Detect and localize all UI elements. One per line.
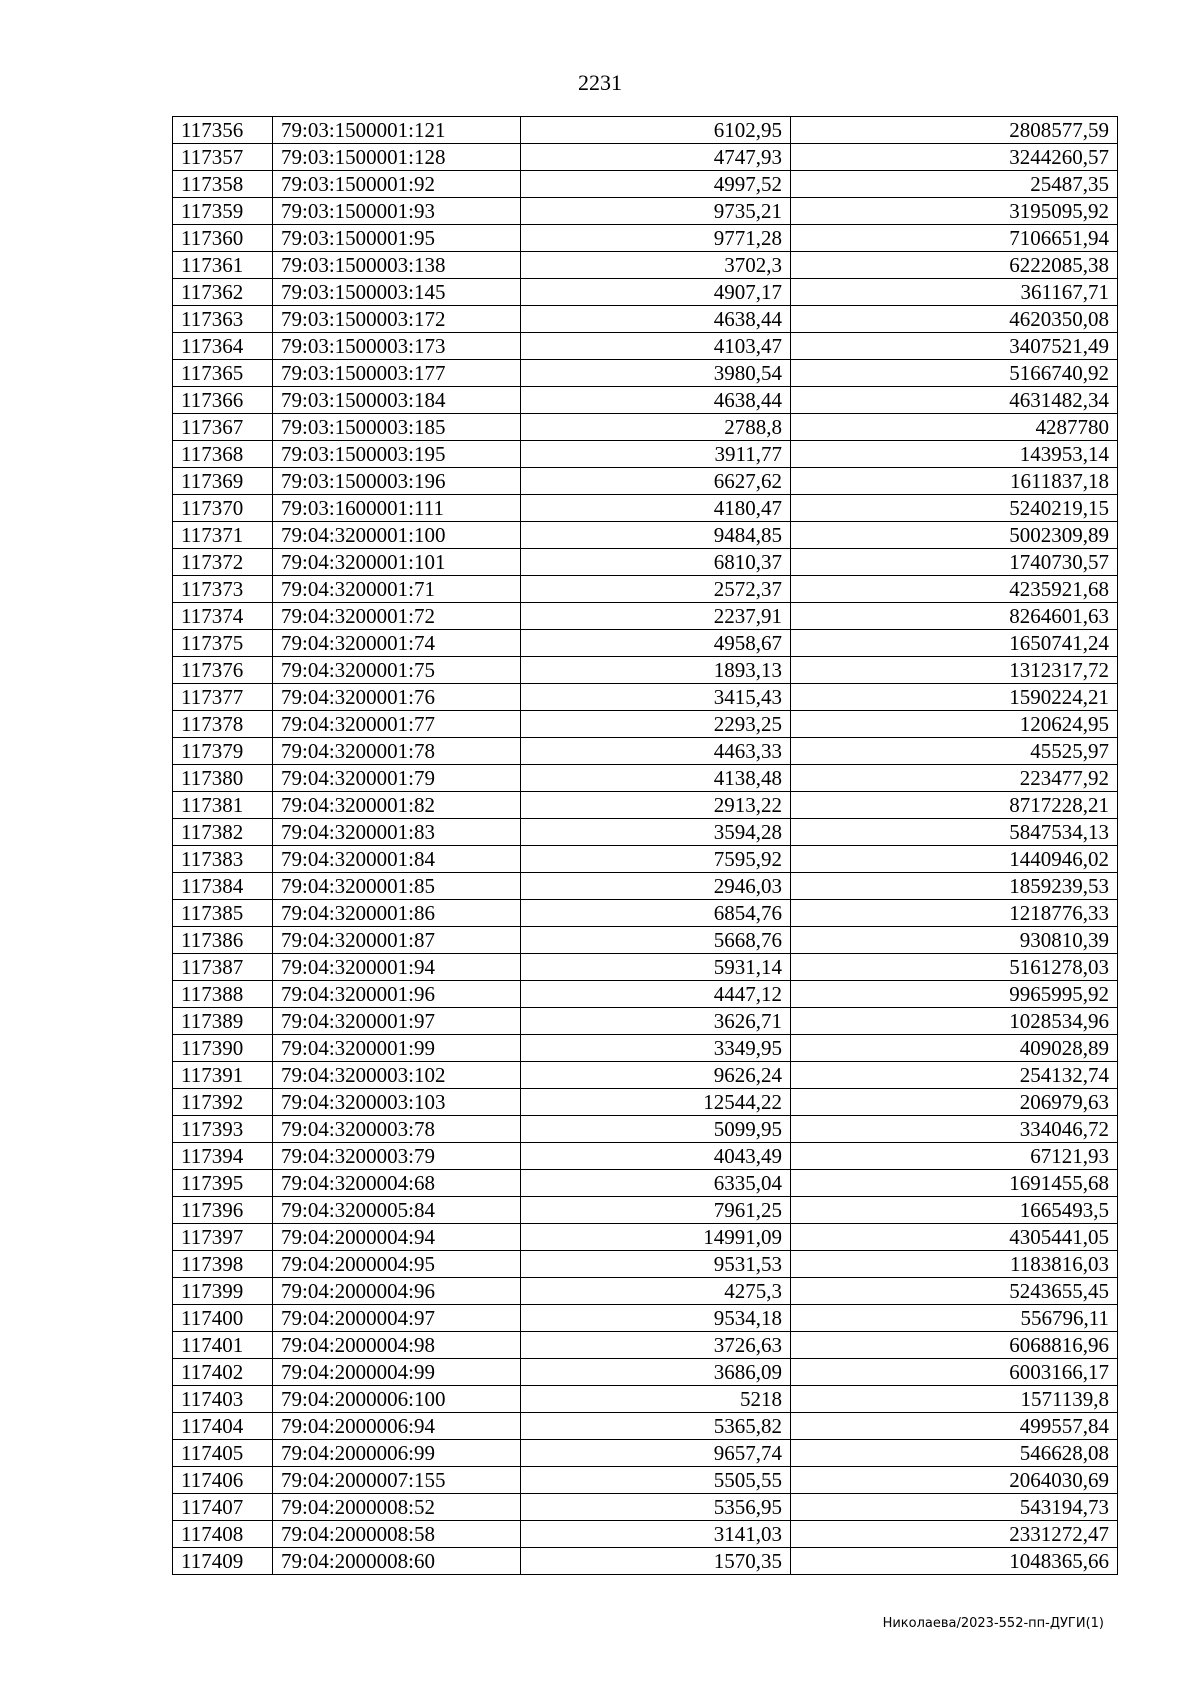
table-row [173, 1251, 1118, 1278]
table-row [173, 1467, 1118, 1494]
cadastral-value-cell: 1218776,33 [791, 900, 1118, 927]
table-row [173, 252, 1118, 279]
table-row [173, 927, 1118, 954]
area-cell: 2788,8 [521, 414, 791, 441]
area-cell: 3911,77 [521, 441, 791, 468]
area-cell: 4958,67 [521, 630, 791, 657]
row-number-cell: 117377 [173, 684, 273, 711]
area-cell: 5218 [521, 1386, 791, 1413]
row-number-cell: 117402 [173, 1359, 273, 1386]
row-number-cell: 117407 [173, 1494, 273, 1521]
cadastral-value-cell: 1665493,5 [791, 1197, 1118, 1224]
cadastral-value-cell: 3195095,92 [791, 198, 1118, 225]
cadastral-number-cell: 79:04:2000004:96 [273, 1278, 521, 1305]
cadastral-value-cell: 6003166,17 [791, 1359, 1118, 1386]
row-number-cell: 117375 [173, 630, 273, 657]
row-number-cell: 117382 [173, 819, 273, 846]
area-cell: 2572,37 [521, 576, 791, 603]
row-number-cell: 117361 [173, 252, 273, 279]
area-cell: 4907,17 [521, 279, 791, 306]
cadastral-number-cell: 79:03:1600001:111 [273, 495, 521, 522]
cadastral-number-cell: 79:03:1500003:145 [273, 279, 521, 306]
cadastral-number-cell: 79:04:2000004:95 [273, 1251, 521, 1278]
cadastral-number-cell: 79:04:3200001:75 [273, 657, 521, 684]
table-row [173, 1143, 1118, 1170]
area-cell: 3702,3 [521, 252, 791, 279]
row-number-cell: 117376 [173, 657, 273, 684]
area-cell: 5365,82 [521, 1413, 791, 1440]
row-number-cell: 117404 [173, 1413, 273, 1440]
row-number-cell: 117380 [173, 765, 273, 792]
row-number-cell: 117392 [173, 1089, 273, 1116]
table-row [173, 279, 1118, 306]
table-row [173, 657, 1118, 684]
cadastral-number-cell: 79:03:1500003:172 [273, 306, 521, 333]
area-cell: 6810,37 [521, 549, 791, 576]
cadastral-value-cell: 5002309,89 [791, 522, 1118, 549]
cadastral-value-cell: 9965995,92 [791, 981, 1118, 1008]
cadastral-number-cell: 79:04:3200004:68 [273, 1170, 521, 1197]
row-number-cell: 117384 [173, 873, 273, 900]
cadastral-number-cell: 79:03:1500003:173 [273, 333, 521, 360]
cadastral-number-cell: 79:04:3200001:85 [273, 873, 521, 900]
table-row [173, 630, 1118, 657]
cadastral-value-cell: 5166740,92 [791, 360, 1118, 387]
area-cell: 12544,22 [521, 1089, 791, 1116]
area-cell: 2293,25 [521, 711, 791, 738]
row-number-cell: 117371 [173, 522, 273, 549]
cadastral-number-cell: 79:03:1500001:128 [273, 144, 521, 171]
cadastral-value-cell: 1590224,21 [791, 684, 1118, 711]
area-cell: 4043,49 [521, 1143, 791, 1170]
area-cell: 14991,09 [521, 1224, 791, 1251]
table-row [173, 387, 1118, 414]
table-row [173, 900, 1118, 927]
cadastral-value-cell: 1028534,96 [791, 1008, 1118, 1035]
row-number-cell: 117406 [173, 1467, 273, 1494]
cadastral-number-cell: 79:03:1500001:95 [273, 225, 521, 252]
cadastral-number-cell: 79:03:1500001:93 [273, 198, 521, 225]
cadastral-value-cell: 4287780 [791, 414, 1118, 441]
table-row [173, 1413, 1118, 1440]
cadastral-number-cell: 79:04:2000006:94 [273, 1413, 521, 1440]
row-number-cell: 117390 [173, 1035, 273, 1062]
cadastral-number-cell: 79:04:2000006:100 [273, 1386, 521, 1413]
cadastral-value-cell: 8264601,63 [791, 603, 1118, 630]
table-row [173, 1170, 1118, 1197]
row-number-cell: 117372 [173, 549, 273, 576]
row-number-cell: 117409 [173, 1548, 273, 1575]
row-number-cell: 117388 [173, 981, 273, 1008]
area-cell: 4138,48 [521, 765, 791, 792]
cadastral-value-cell: 5847534,13 [791, 819, 1118, 846]
cadastral-value-cell: 361167,71 [791, 279, 1118, 306]
row-number-cell: 117395 [173, 1170, 273, 1197]
area-cell: 9626,24 [521, 1062, 791, 1089]
table-row [173, 1494, 1118, 1521]
cadastral-value-cell: 3244260,57 [791, 144, 1118, 171]
area-cell: 6335,04 [521, 1170, 791, 1197]
cadastral-number-cell: 79:04:2000007:155 [273, 1467, 521, 1494]
cadastral-value-cell: 206979,63 [791, 1089, 1118, 1116]
cadastral-number-cell: 79:03:1500003:177 [273, 360, 521, 387]
cadastral-number-cell: 79:04:3200001:86 [273, 900, 521, 927]
cadastral-number-cell: 79:03:1500001:121 [273, 117, 521, 144]
cadastral-number-cell: 79:03:1500003:138 [273, 252, 521, 279]
cadastral-value-cell: 25487,35 [791, 171, 1118, 198]
table-row [173, 144, 1118, 171]
cadastral-value-cell: 1183816,03 [791, 1251, 1118, 1278]
cadastral-value-cell: 2331272,47 [791, 1521, 1118, 1548]
cadastral-number-cell: 79:04:3200001:74 [273, 630, 521, 657]
cadastral-value-cell: 2064030,69 [791, 1467, 1118, 1494]
cadastral-value-cell: 499557,84 [791, 1413, 1118, 1440]
row-number-cell: 117369 [173, 468, 273, 495]
row-number-cell: 117398 [173, 1251, 273, 1278]
area-cell: 3626,71 [521, 1008, 791, 1035]
cadastral-number-cell: 79:03:1500003:196 [273, 468, 521, 495]
area-cell: 6854,76 [521, 900, 791, 927]
area-cell: 3594,28 [521, 819, 791, 846]
table-row [173, 846, 1118, 873]
table-row [173, 1359, 1118, 1386]
cadastral-number-cell: 79:04:3200001:99 [273, 1035, 521, 1062]
area-cell: 9531,53 [521, 1251, 791, 1278]
area-cell: 9771,28 [521, 225, 791, 252]
cadastral-number-cell: 79:03:1500001:92 [273, 171, 521, 198]
area-cell: 4747,93 [521, 144, 791, 171]
cadastral-number-cell: 79:04:3200001:78 [273, 738, 521, 765]
table-row [173, 549, 1118, 576]
table-row [173, 792, 1118, 819]
table-row [173, 1332, 1118, 1359]
cadastral-number-cell: 79:04:3200001:76 [273, 684, 521, 711]
cadastral-value-cell: 4631482,34 [791, 387, 1118, 414]
row-number-cell: 117386 [173, 927, 273, 954]
table-row [173, 360, 1118, 387]
cadastral-number-cell: 79:04:2000004:97 [273, 1305, 521, 1332]
table-row [173, 333, 1118, 360]
area-cell: 3415,43 [521, 684, 791, 711]
area-cell: 4275,3 [521, 1278, 791, 1305]
table-row [173, 738, 1118, 765]
area-cell: 5356,95 [521, 1494, 791, 1521]
cadastral-value-cell: 7106651,94 [791, 225, 1118, 252]
cadastral-value-cell: 45525,97 [791, 738, 1118, 765]
table-row [173, 1197, 1118, 1224]
area-cell: 5099,95 [521, 1116, 791, 1143]
area-cell: 3349,95 [521, 1035, 791, 1062]
row-number-cell: 117393 [173, 1116, 273, 1143]
row-number-cell: 117367 [173, 414, 273, 441]
cadastral-number-cell: 79:03:1500003:184 [273, 387, 521, 414]
area-cell: 2237,91 [521, 603, 791, 630]
cadastral-number-cell: 79:04:2000008:60 [273, 1548, 521, 1575]
table-row [173, 1224, 1118, 1251]
cadastral-value-cell: 5161278,03 [791, 954, 1118, 981]
cadastral-number-cell: 79:04:2000008:52 [273, 1494, 521, 1521]
table-row [173, 1089, 1118, 1116]
cadastral-value-cell: 1611837,18 [791, 468, 1118, 495]
area-cell: 4463,33 [521, 738, 791, 765]
cadastral-value-cell: 1312317,72 [791, 657, 1118, 684]
row-number-cell: 117400 [173, 1305, 273, 1332]
cadastral-value-cell: 930810,39 [791, 927, 1118, 954]
cadastral-value-cell: 6222085,38 [791, 252, 1118, 279]
cadastral-value-cell: 4620350,08 [791, 306, 1118, 333]
table-row [173, 1440, 1118, 1467]
row-number-cell: 117374 [173, 603, 273, 630]
table-row [173, 171, 1118, 198]
row-number-cell: 117396 [173, 1197, 273, 1224]
area-cell: 6102,95 [521, 117, 791, 144]
row-number-cell: 117394 [173, 1143, 273, 1170]
cadastral-number-cell: 79:04:2000006:99 [273, 1440, 521, 1467]
cadastral-value-cell: 1048365,66 [791, 1548, 1118, 1575]
table-row [173, 522, 1118, 549]
table-row [173, 684, 1118, 711]
table-body [173, 117, 1118, 1575]
table-row [173, 765, 1118, 792]
cadastral-number-cell: 79:04:3200001:82 [273, 792, 521, 819]
area-cell: 5668,76 [521, 927, 791, 954]
cadastral-number-cell: 79:04:3200001:72 [273, 603, 521, 630]
cadastral-value-cell: 5243655,45 [791, 1278, 1118, 1305]
table-row [173, 1548, 1118, 1575]
cadastral-number-cell: 79:04:3200001:87 [273, 927, 521, 954]
table-row [173, 1008, 1118, 1035]
row-number-cell: 117381 [173, 792, 273, 819]
cadastral-value-cell: 8717228,21 [791, 792, 1118, 819]
table-row [173, 954, 1118, 981]
row-number-cell: 117383 [173, 846, 273, 873]
cadastral-number-cell: 79:04:3200001:84 [273, 846, 521, 873]
cadastral-value-cell: 4235921,68 [791, 576, 1118, 603]
cadastral-value-cell: 143953,14 [791, 441, 1118, 468]
cadastral-number-cell: 79:04:3200003:103 [273, 1089, 521, 1116]
row-number-cell: 117368 [173, 441, 273, 468]
row-number-cell: 117370 [173, 495, 273, 522]
row-number-cell: 117408 [173, 1521, 273, 1548]
cadastral-number-cell: 79:04:3200001:94 [273, 954, 521, 981]
area-cell: 1570,35 [521, 1548, 791, 1575]
cadastral-value-cell: 1650741,24 [791, 630, 1118, 657]
cadastral-number-cell: 79:04:2000004:94 [273, 1224, 521, 1251]
cadastral-value-cell: 223477,92 [791, 765, 1118, 792]
row-number-cell: 117387 [173, 954, 273, 981]
cadastral-value-cell: 6068816,96 [791, 1332, 1118, 1359]
table-row [173, 1521, 1118, 1548]
cadastral-number-cell: 79:04:3200001:100 [273, 522, 521, 549]
cadastral-number-cell: 79:04:3200001:77 [273, 711, 521, 738]
row-number-cell: 117359 [173, 198, 273, 225]
cadastral-value-table [172, 116, 1118, 1575]
cadastral-value-cell: 409028,89 [791, 1035, 1118, 1062]
row-number-cell: 117358 [173, 171, 273, 198]
row-number-cell: 117399 [173, 1278, 273, 1305]
area-cell: 3686,09 [521, 1359, 791, 1386]
page-number: 2231 [578, 70, 622, 95]
table-row [173, 711, 1118, 738]
cadastral-number-cell: 79:04:3200001:83 [273, 819, 521, 846]
row-number-cell: 117373 [173, 576, 273, 603]
row-number-cell: 117397 [173, 1224, 273, 1251]
table-row [173, 576, 1118, 603]
cadastral-number-cell: 79:04:3200003:78 [273, 1116, 521, 1143]
row-number-cell: 117405 [173, 1440, 273, 1467]
area-cell: 4638,44 [521, 306, 791, 333]
cadastral-value-cell: 1571139,8 [791, 1386, 1118, 1413]
area-cell: 5505,55 [521, 1467, 791, 1494]
row-number-cell: 117366 [173, 387, 273, 414]
table-row [173, 1386, 1118, 1413]
cadastral-value-cell: 1691455,68 [791, 1170, 1118, 1197]
row-number-cell: 117378 [173, 711, 273, 738]
cadastral-value-cell: 67121,93 [791, 1143, 1118, 1170]
cadastral-number-cell: 79:04:3200005:84 [273, 1197, 521, 1224]
table-row [173, 225, 1118, 252]
table-row [173, 414, 1118, 441]
area-cell: 9735,21 [521, 198, 791, 225]
table-row [173, 603, 1118, 630]
cadastral-number-cell: 79:03:1500003:185 [273, 414, 521, 441]
row-number-cell: 117360 [173, 225, 273, 252]
row-number-cell: 117364 [173, 333, 273, 360]
row-number-cell: 117357 [173, 144, 273, 171]
row-number-cell: 117389 [173, 1008, 273, 1035]
cadastral-value-cell: 1440946,02 [791, 846, 1118, 873]
area-cell: 4638,44 [521, 387, 791, 414]
row-number-cell: 117391 [173, 1062, 273, 1089]
area-cell: 3980,54 [521, 360, 791, 387]
area-cell: 4447,12 [521, 981, 791, 1008]
document-footer: Николаева/2023-552-пп-ДУГИ(1) [882, 1616, 1104, 1631]
row-number-cell: 117403 [173, 1386, 273, 1413]
cadastral-number-cell: 79:03:1500003:195 [273, 441, 521, 468]
cadastral-value-cell: 556796,11 [791, 1305, 1118, 1332]
row-number-cell: 117356 [173, 117, 273, 144]
cadastral-value-cell: 1859239,53 [791, 873, 1118, 900]
row-number-cell: 117365 [173, 360, 273, 387]
cadastral-number-cell: 79:04:2000004:99 [273, 1359, 521, 1386]
table-row [173, 873, 1118, 900]
area-cell: 7961,25 [521, 1197, 791, 1224]
cadastral-number-cell: 79:04:3200003:79 [273, 1143, 521, 1170]
row-number-cell: 117385 [173, 900, 273, 927]
table-row [173, 468, 1118, 495]
cadastral-value-cell: 3407521,49 [791, 333, 1118, 360]
cadastral-value-cell: 543194,73 [791, 1494, 1118, 1521]
table-row [173, 981, 1118, 1008]
table-row [173, 306, 1118, 333]
table-row [173, 1278, 1118, 1305]
area-cell: 2913,22 [521, 792, 791, 819]
table-row [173, 819, 1118, 846]
cadastral-value-cell: 4305441,05 [791, 1224, 1118, 1251]
area-cell: 6627,62 [521, 468, 791, 495]
area-cell: 3141,03 [521, 1521, 791, 1548]
cadastral-value-cell: 334046,72 [791, 1116, 1118, 1143]
area-cell: 9484,85 [521, 522, 791, 549]
area-cell: 9534,18 [521, 1305, 791, 1332]
area-cell: 4997,52 [521, 171, 791, 198]
table-row [173, 1035, 1118, 1062]
table-row [173, 198, 1118, 225]
cadastral-value-cell: 254132,74 [791, 1062, 1118, 1089]
cadastral-value-cell: 2808577,59 [791, 117, 1118, 144]
row-number-cell: 117363 [173, 306, 273, 333]
cadastral-number-cell: 79:04:2000004:98 [273, 1332, 521, 1359]
area-cell: 9657,74 [521, 1440, 791, 1467]
area-cell: 5931,14 [521, 954, 791, 981]
table-row [173, 1116, 1118, 1143]
cadastral-number-cell: 79:04:2000008:58 [273, 1521, 521, 1548]
cadastral-number-cell: 79:04:3200003:102 [273, 1062, 521, 1089]
table-row [173, 495, 1118, 522]
cadastral-value-cell: 1740730,57 [791, 549, 1118, 576]
table-row [173, 1062, 1118, 1089]
table-row [173, 117, 1118, 144]
cadastral-value-cell: 120624,95 [791, 711, 1118, 738]
row-number-cell: 117379 [173, 738, 273, 765]
area-cell: 1893,13 [521, 657, 791, 684]
table-row [173, 441, 1118, 468]
cadastral-number-cell: 79:04:3200001:79 [273, 765, 521, 792]
cadastral-value-cell: 5240219,15 [791, 495, 1118, 522]
cadastral-value-cell: 546628,08 [791, 1440, 1118, 1467]
cadastral-number-cell: 79:04:3200001:96 [273, 981, 521, 1008]
cadastral-number-cell: 79:04:3200001:101 [273, 549, 521, 576]
area-cell: 4180,47 [521, 495, 791, 522]
cadastral-number-cell: 79:04:3200001:97 [273, 1008, 521, 1035]
area-cell: 4103,47 [521, 333, 791, 360]
area-cell: 7595,92 [521, 846, 791, 873]
row-number-cell: 117401 [173, 1332, 273, 1359]
cadastral-number-cell: 79:04:3200001:71 [273, 576, 521, 603]
table-row [173, 1305, 1118, 1332]
row-number-cell: 117362 [173, 279, 273, 306]
area-cell: 3726,63 [521, 1332, 791, 1359]
area-cell: 2946,03 [521, 873, 791, 900]
